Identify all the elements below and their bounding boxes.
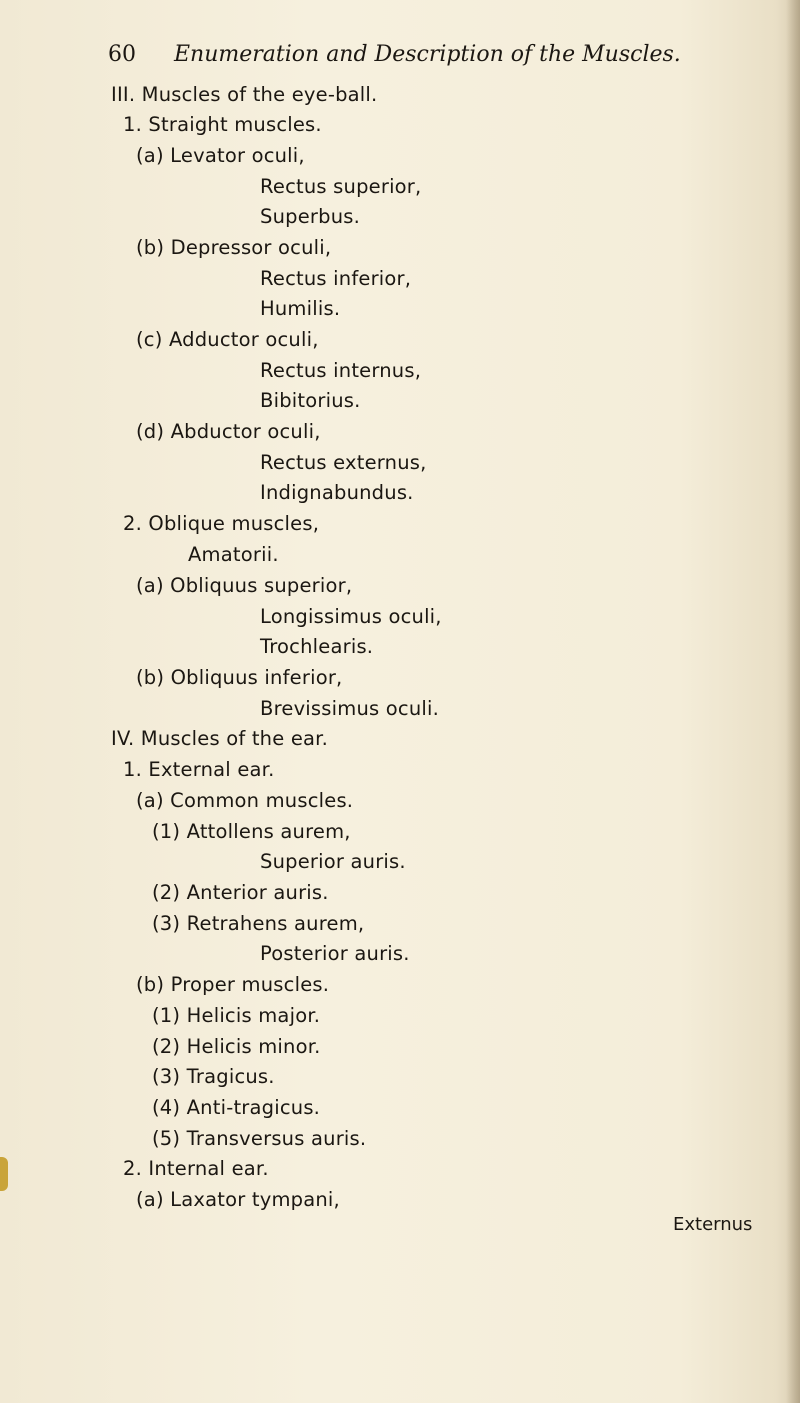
list-item: (a) Obliquus superior, xyxy=(136,574,353,597)
list-item: Amatorii. xyxy=(188,543,279,566)
list-item: (4) Anti-tragicus. xyxy=(152,1096,321,1119)
list-item: (a) Levator oculi, xyxy=(136,144,305,167)
list-item: Rectus superior, xyxy=(260,175,422,198)
ink-stain xyxy=(0,1157,8,1191)
list-item: Brevissimus oculi. xyxy=(260,697,440,720)
list-item: Indignabundus. xyxy=(260,481,414,504)
list-item: (2) Helicis minor. xyxy=(152,1035,321,1058)
list-item: (d) Abductor oculi, xyxy=(136,420,321,443)
list-item: Bibitorius. xyxy=(260,389,361,412)
list-item: (2) Anterior auris. xyxy=(152,881,329,904)
list-item: Rectus externus, xyxy=(260,451,427,474)
list-item: (b) Depressor oculi, xyxy=(136,236,332,259)
list-item: Longissimus oculi, xyxy=(260,605,442,628)
list-item: (c) Adductor oculi, xyxy=(136,328,319,351)
page-header xyxy=(0,40,800,70)
list-item: Rectus inferior, xyxy=(260,267,412,290)
list-item: III. Muscles of the eye-ball. xyxy=(111,83,378,106)
list-item: (3) Retrahens aurem, xyxy=(152,912,365,935)
list-item: (a) Common muscles. xyxy=(136,789,354,812)
list-item: Superbus. xyxy=(260,205,361,228)
list-item: Posterior auris. xyxy=(260,942,410,965)
list-item: 1. Straight muscles. xyxy=(123,113,322,136)
list-item: 2. Internal ear. xyxy=(123,1157,269,1180)
catchword: Externus xyxy=(673,1214,753,1235)
list-item: (5) Transversus auris. xyxy=(152,1127,367,1150)
list-item: (a) Laxator tympani, xyxy=(136,1188,340,1211)
list-item: (1) Helicis major. xyxy=(152,1004,321,1027)
list-item: (b) Obliquus inferior, xyxy=(136,666,343,689)
list-item: Trochlearis. xyxy=(260,635,374,658)
list-item: (3) Tragicus. xyxy=(152,1065,275,1088)
list-item: Rectus internus, xyxy=(260,359,422,382)
list-item: Humilis. xyxy=(260,297,341,320)
running-head: Enumeration and Description of the Muscles. xyxy=(174,42,681,67)
list-item: 2. Oblique muscles, xyxy=(123,512,320,535)
list-item: 1. External ear. xyxy=(123,758,275,781)
page-number: 60 xyxy=(108,42,136,67)
list-item: (b) Proper muscles. xyxy=(136,973,330,996)
list-item: (1) Attollens aurem, xyxy=(152,820,351,843)
list-item: IV. Muscles of the ear. xyxy=(111,727,328,750)
list-item: Superior auris. xyxy=(260,850,406,873)
page-gutter-shadow xyxy=(786,0,800,1403)
